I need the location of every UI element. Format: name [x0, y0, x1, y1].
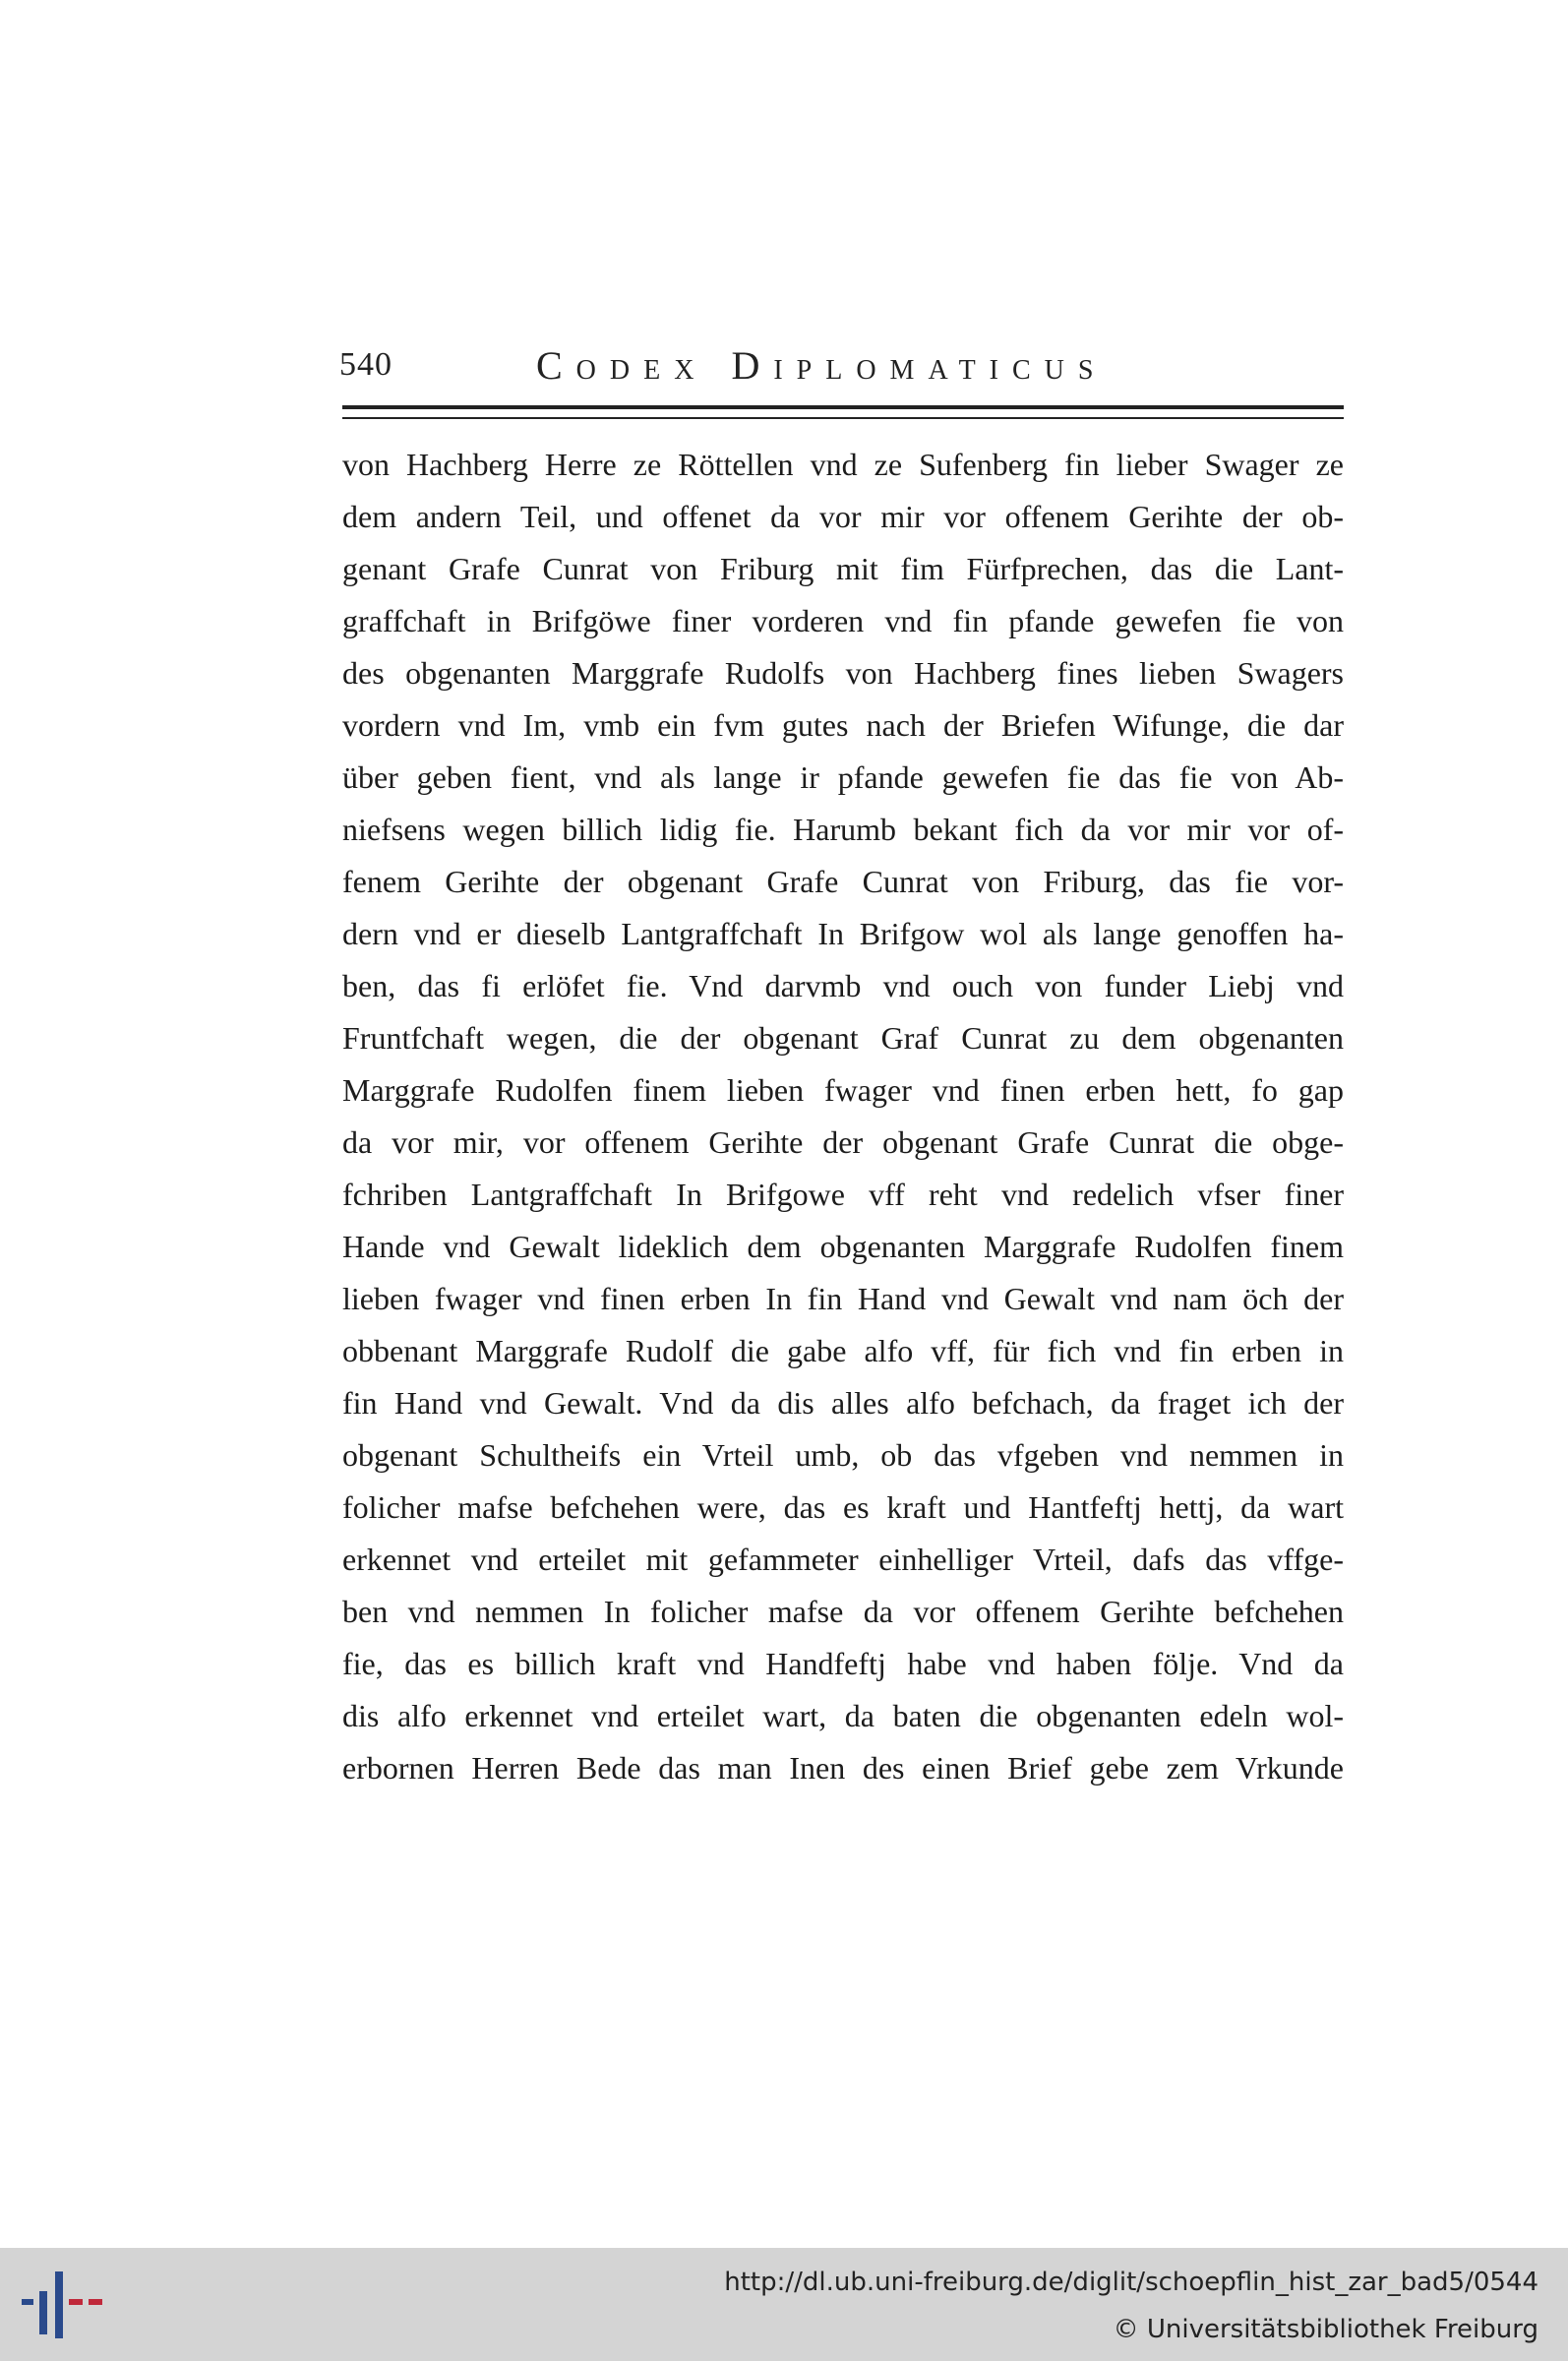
text-line: obbenant Marggrafe Rudolf die gabe alfo vff, für fich vnd fin erben in [342, 1333, 1344, 1368]
text-line: über geben fient, vnd als lange ir pfande gewefen fie das fie von Ab- [342, 759, 1344, 795]
text-line: Fruntfchaft wegen, die der obgenant Graf Cunrat zu dem obgenanten [342, 1020, 1344, 1056]
text-line: dern vnd er dieselb Lantgraffchaft In Brifgow wol als lange genoffen ha- [342, 916, 1344, 951]
text-line: Marggrafe Rudolfen finem lieben fwager vnd finen erben hett, fo gap [342, 1072, 1344, 1108]
text-line: fenem Gerihte der obgenant Grafe Cunrat von Friburg, das fie vor- [342, 864, 1344, 899]
footer-url-link[interactable]: http://dl.ub.uni-freiburg.de/diglit/schoepflin_hist_zar_bad5/0544 [724, 2268, 1538, 2297]
text-line: graffchaft in Brifgöwe finer vorderen vnd fin pfande gewefen fie von [342, 603, 1344, 638]
text-line: vordern vnd Im, vmb ein fvm gutes nach der Briefen Wifunge, die dar [342, 707, 1344, 743]
text-line: fin Hand vnd Gewalt. Vnd da dis alles alfo befchach, da fraget ich der [342, 1385, 1344, 1421]
page-header [339, 342, 1345, 392]
text-line: niefsens wegen billich lidig fie. Harumb bekant fich da vor mir vor of- [342, 812, 1344, 847]
text-line: ben, das fi erlöfet fie. Vnd darvmb vnd ouch von funder Liebj vnd [342, 968, 1344, 1003]
text-line: obgenant Schultheifs ein Vrteil umb, ob das vfgeben vnd nemmen in [342, 1437, 1344, 1473]
body-text [342, 439, 1344, 1794]
text-line: dis alfo erkennet vnd erteilet wart, da baten die obgenanten edeln wol- [342, 1698, 1344, 1733]
header-rule-thin [342, 417, 1344, 419]
text-line: Hande vnd Gewalt lideklich dem obgenanten Marggrafe Rudolfen finem [342, 1229, 1344, 1264]
header-rule-thick [342, 405, 1344, 409]
footer-bar [0, 2248, 1568, 2361]
text-line: erkennet vnd erteilet mit gefammeter einhelliger Vrteil, dafs das vffge- [342, 1542, 1344, 1577]
text-line: von Hachberg Herre ze Röttellen vnd ze Sufenberg fin lieber Swager ze [342, 447, 1344, 482]
text-line: fchriben Lantgraffchaft In Brifgowe vff reht vnd redelich vfser finer [342, 1177, 1344, 1212]
footer-copyright: © Universitätsbibliothek Freiburg [1113, 2315, 1538, 2344]
text-line: da vor mir, vor offenem Gerihte der obgenant Grafe Cunrat die obge- [342, 1124, 1344, 1160]
text-line: lieben fwager vnd finen erben In fin Hand vnd Gewalt vnd nam öch der [342, 1281, 1344, 1316]
text-line: ben vnd nemmen In folicher mafse da vor offenem Gerihte befchehen [342, 1594, 1344, 1629]
text-line: dem andern Teil, und offenet da vor mir vor offenem Gerihte der ob- [342, 499, 1344, 534]
text-line: des obgenanten Marggrafe Rudolfs von Hachberg fines lieben Swagers [342, 655, 1344, 691]
text-line: genant Grafe Cunrat von Friburg mit fim Fürfprechen, das die Lant- [342, 551, 1344, 586]
text-line: fie, das es billich kraft vnd Handfeftj habe vnd haben följe. Vnd da [342, 1646, 1344, 1681]
page-number: 540 [339, 346, 392, 383]
running-title: Codex Diplomaticus [536, 343, 1108, 388]
text-line: erbornen Herren Bede das man Inen des einen Brief gebe zem Vrkunde [342, 1750, 1344, 1786]
ub-freiburg-logo-icon[interactable] [16, 2266, 104, 2344]
text-line: folicher mafse befchehen were, das es kraft und Hantfeftj hettj, da wart [342, 1489, 1344, 1525]
